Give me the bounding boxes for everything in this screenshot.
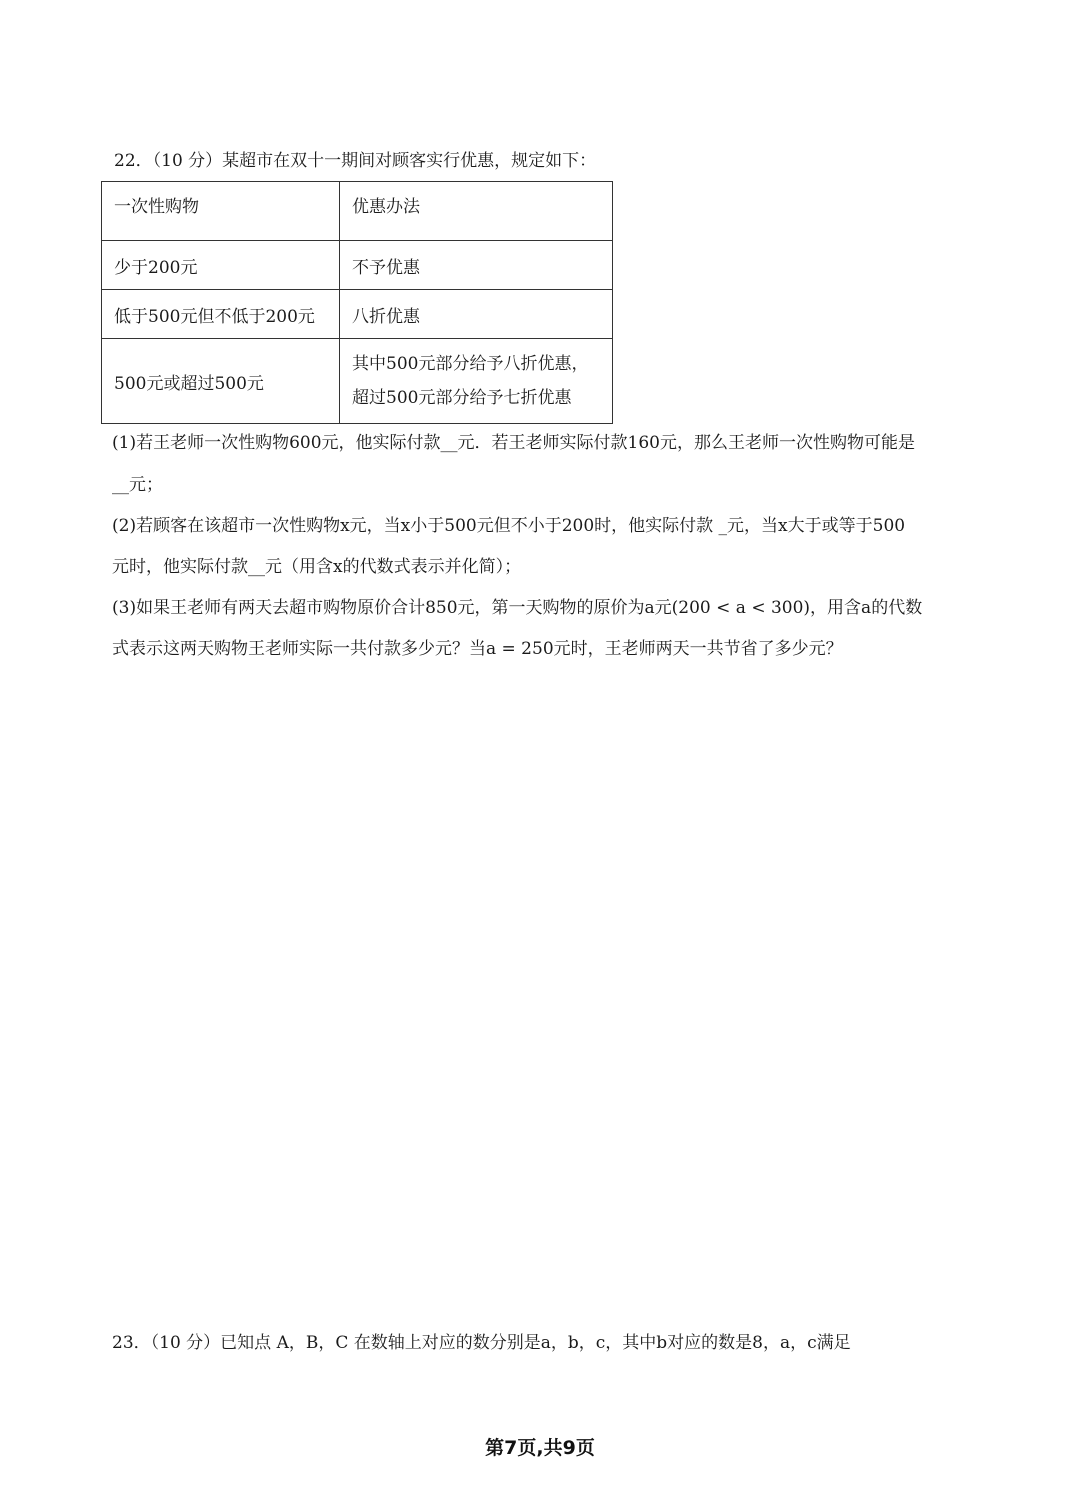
table-row xyxy=(102,241,613,290)
question-23-text: 23．（10 分）已知点 A，B，C 在数轴上对应的数分别是a，b，c，其中b对应的数是8，a，c满足 xyxy=(112,1333,851,1353)
table-cell: 不予优惠 xyxy=(340,241,613,290)
table-cell-rule xyxy=(340,339,613,424)
part1-text-cont: __元； xyxy=(112,475,163,495)
part3-text-cont: 式表示这两天购物王老师实际一共付款多少元？当a = 250元时，王老师两天一共节省了多少元？ xyxy=(112,639,843,659)
part3-text: (3)如果王老师有两天去超市购物原价合计850元，第一天购物的原价为a元(200 < a < 300)，用含a的代数 xyxy=(112,598,923,618)
table-header-row xyxy=(102,182,613,241)
part2-text: (2)若顾客在该超市一次性购物x元，当x小于500元但不小于200时，他实际付款 _元，当x大于或等于500 xyxy=(112,516,906,536)
table-row xyxy=(102,290,613,339)
table-cell: 500元或超过500元 xyxy=(102,339,340,424)
table-header-cell: 一次性购物 xyxy=(102,182,340,241)
part2-text-cont: 元时，他实际付款__元（用含x的代数式表示并化简）； xyxy=(112,557,522,577)
part1-text: (1)若王老师一次性购物600元，他实际付款__元．若王老师实际付款160元，那么王老师一次性购物可能是 xyxy=(112,433,915,453)
rule-line: 超过500元部分给予七折优惠 xyxy=(352,388,572,408)
table-cell: 少于200元 xyxy=(102,241,340,290)
table-cell: 八折优惠 xyxy=(340,290,613,339)
rule-line: 其中500元部分给予八折优惠， xyxy=(352,354,589,374)
table-cell: 低于500元但不低于200元 xyxy=(102,290,340,339)
table-header-cell: 优惠办法 xyxy=(340,182,613,241)
question-22-title: 22．（10 分）某超市在双十一期间对顾客实行优惠，规定如下： xyxy=(114,151,597,171)
table-row xyxy=(102,339,613,424)
page-number: 第7页,共9页 xyxy=(485,1437,595,1459)
discount-table xyxy=(101,181,613,424)
